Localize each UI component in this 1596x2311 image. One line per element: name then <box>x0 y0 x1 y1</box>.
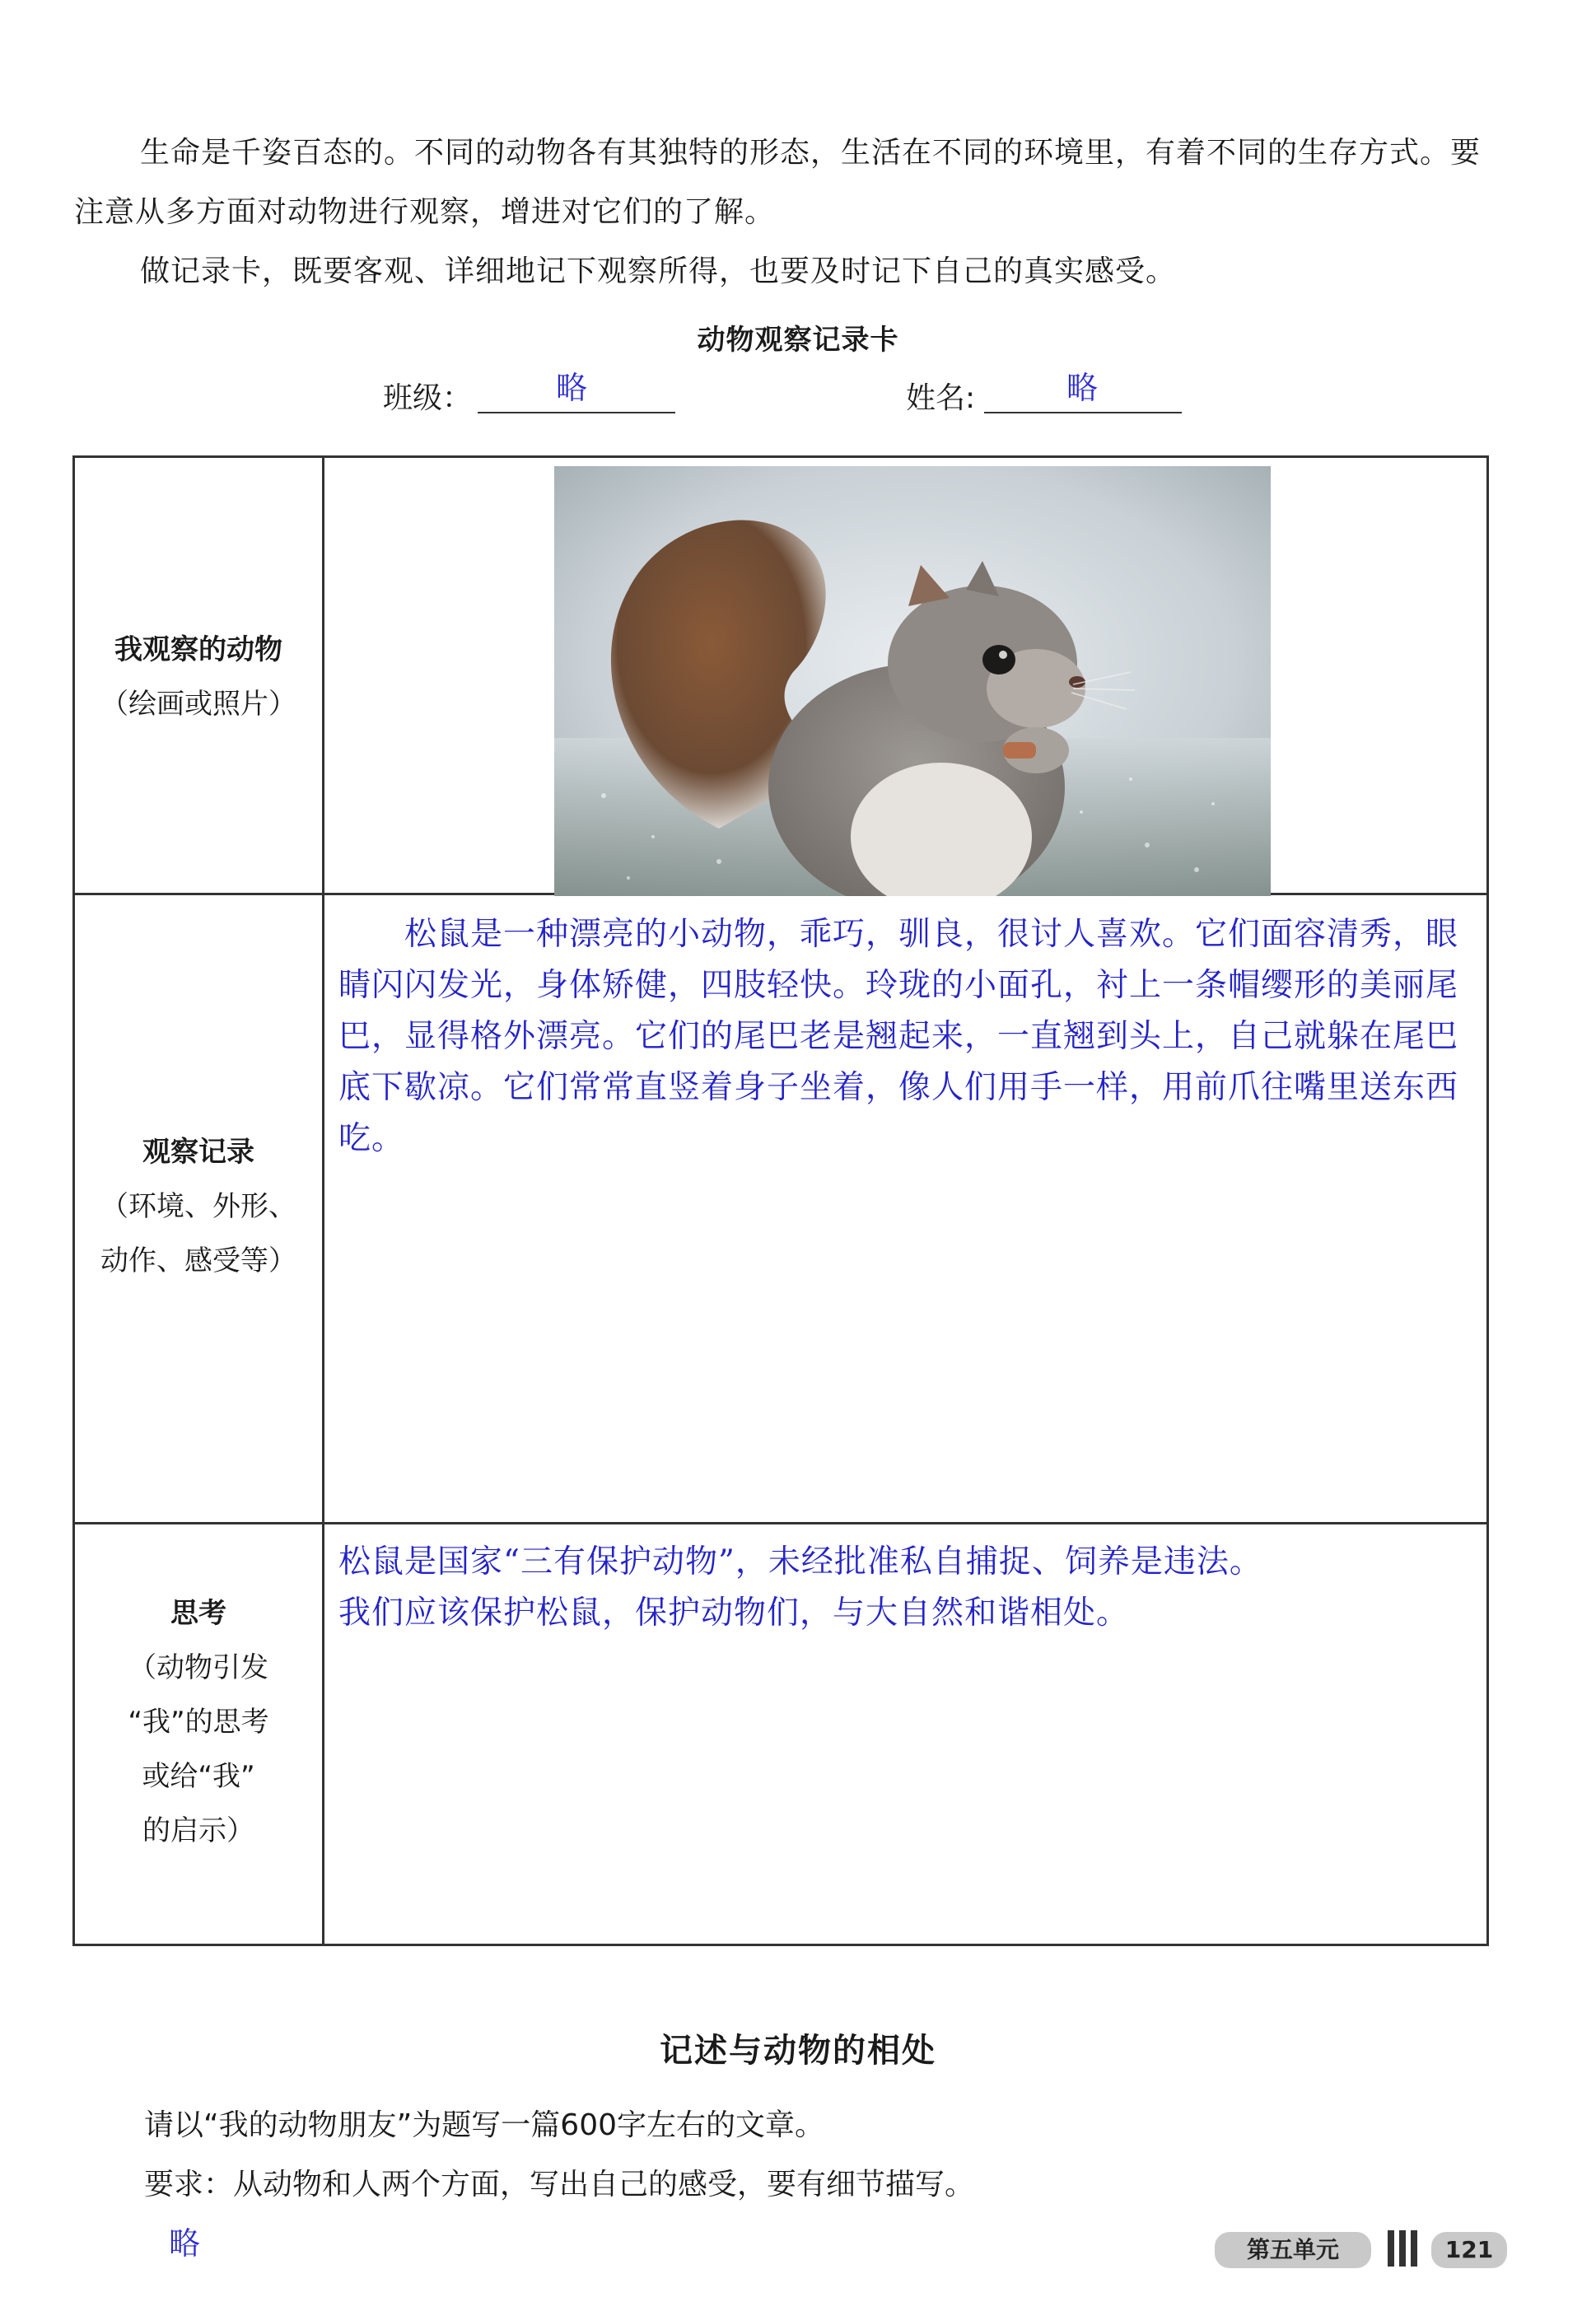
row-reflection-title: 思考 <box>170 1597 226 1630</box>
intro-text <box>74 124 1491 301</box>
row-observation-subtitle-1: （环境、外形、 <box>100 1190 296 1223</box>
row-observation-title: 观察记录 <box>142 1136 254 1169</box>
observation-record-paragraph: 松鼠是一种漂亮的小动物，乖巧，驯良，很讨人喜欢。它们面容清秀，眼睛闪闪发光，身体矫健，四肢轻快。玲珑的小面孔，衬上一条帽缨形的美丽尾巴，显得格外漂亮。它们的尾巴老是翘起来，一直翘到头上，自己就躲在尾巴底下歇凉。它们常常直竖着身子坐着，像人们用手一样，用前爪往嘴里送东西吃。 <box>338 916 1459 1157</box>
class-label: 班级： <box>383 381 473 415</box>
table-row-divider-2 <box>75 1522 1486 1524</box>
row-reflection-label <box>75 1586 322 1858</box>
name-label: 姓名: <box>906 381 976 415</box>
writing-answer: 略 <box>169 2225 201 2262</box>
row-animal-subtitle: （绘画或照片） <box>100 688 296 721</box>
row-reflection-subtitle-3: 或给“我” <box>142 1760 255 1793</box>
name-field-line <box>984 412 1182 413</box>
intro-paragraph-1: 生命是千姿百态的。不同的动物各有其独特的形态，生活在不同的环境里，有着不同的生存方式。要注意从多方面对动物进行观察，增进对它们的了解。 <box>74 136 1482 229</box>
reflection-line-1: 松鼠是国家“三有保护动物”，未经批准私自捕捉、饲养是违法。 <box>338 1543 1262 1580</box>
row-animal-label <box>75 623 322 731</box>
reflection-text <box>338 1537 1471 1639</box>
squirrel-photo <box>554 466 1271 896</box>
writing-requirement: 要求：从动物和人两个方面，写出自己的感受，要有细节描写。 <box>144 2168 975 2201</box>
row-observation-subtitle-2: 动作、感受等） <box>100 1244 296 1277</box>
row-observation-label <box>75 1125 322 1288</box>
row-reflection-subtitle-4: 的启示） <box>142 1814 254 1847</box>
writing-task: 请以“我的动物朋友”为题写一篇600字左右的文章。 <box>144 2108 825 2142</box>
table-column-divider <box>322 458 324 1944</box>
reflection-line-2: 我们应该保护松鼠，保护动物们，与大自然和谐相处。 <box>338 1594 1130 1632</box>
row-animal-title: 我观察的动物 <box>114 633 282 666</box>
class-field-line <box>478 412 675 413</box>
name-value: 略 <box>1066 370 1099 406</box>
page-number: 121 <box>1431 2232 1507 2268</box>
intro-paragraph-2: 做记录卡，既要客观、详细地记下观察所得，也要及时记下自己的真实感受。 <box>140 254 1177 288</box>
divider-bars-icon <box>1386 2227 1419 2270</box>
row-reflection-subtitle-2: “我”的思考 <box>128 1706 269 1739</box>
section-title: 记述与动物的相处 <box>660 2032 936 2070</box>
card-title: 动物观察记录卡 <box>697 324 899 357</box>
row-reflection-subtitle-1: （动物引发 <box>128 1651 268 1684</box>
class-value: 略 <box>556 370 588 406</box>
observation-record-text <box>338 909 1471 1165</box>
unit-badge: 第五单元 <box>1215 2232 1371 2268</box>
